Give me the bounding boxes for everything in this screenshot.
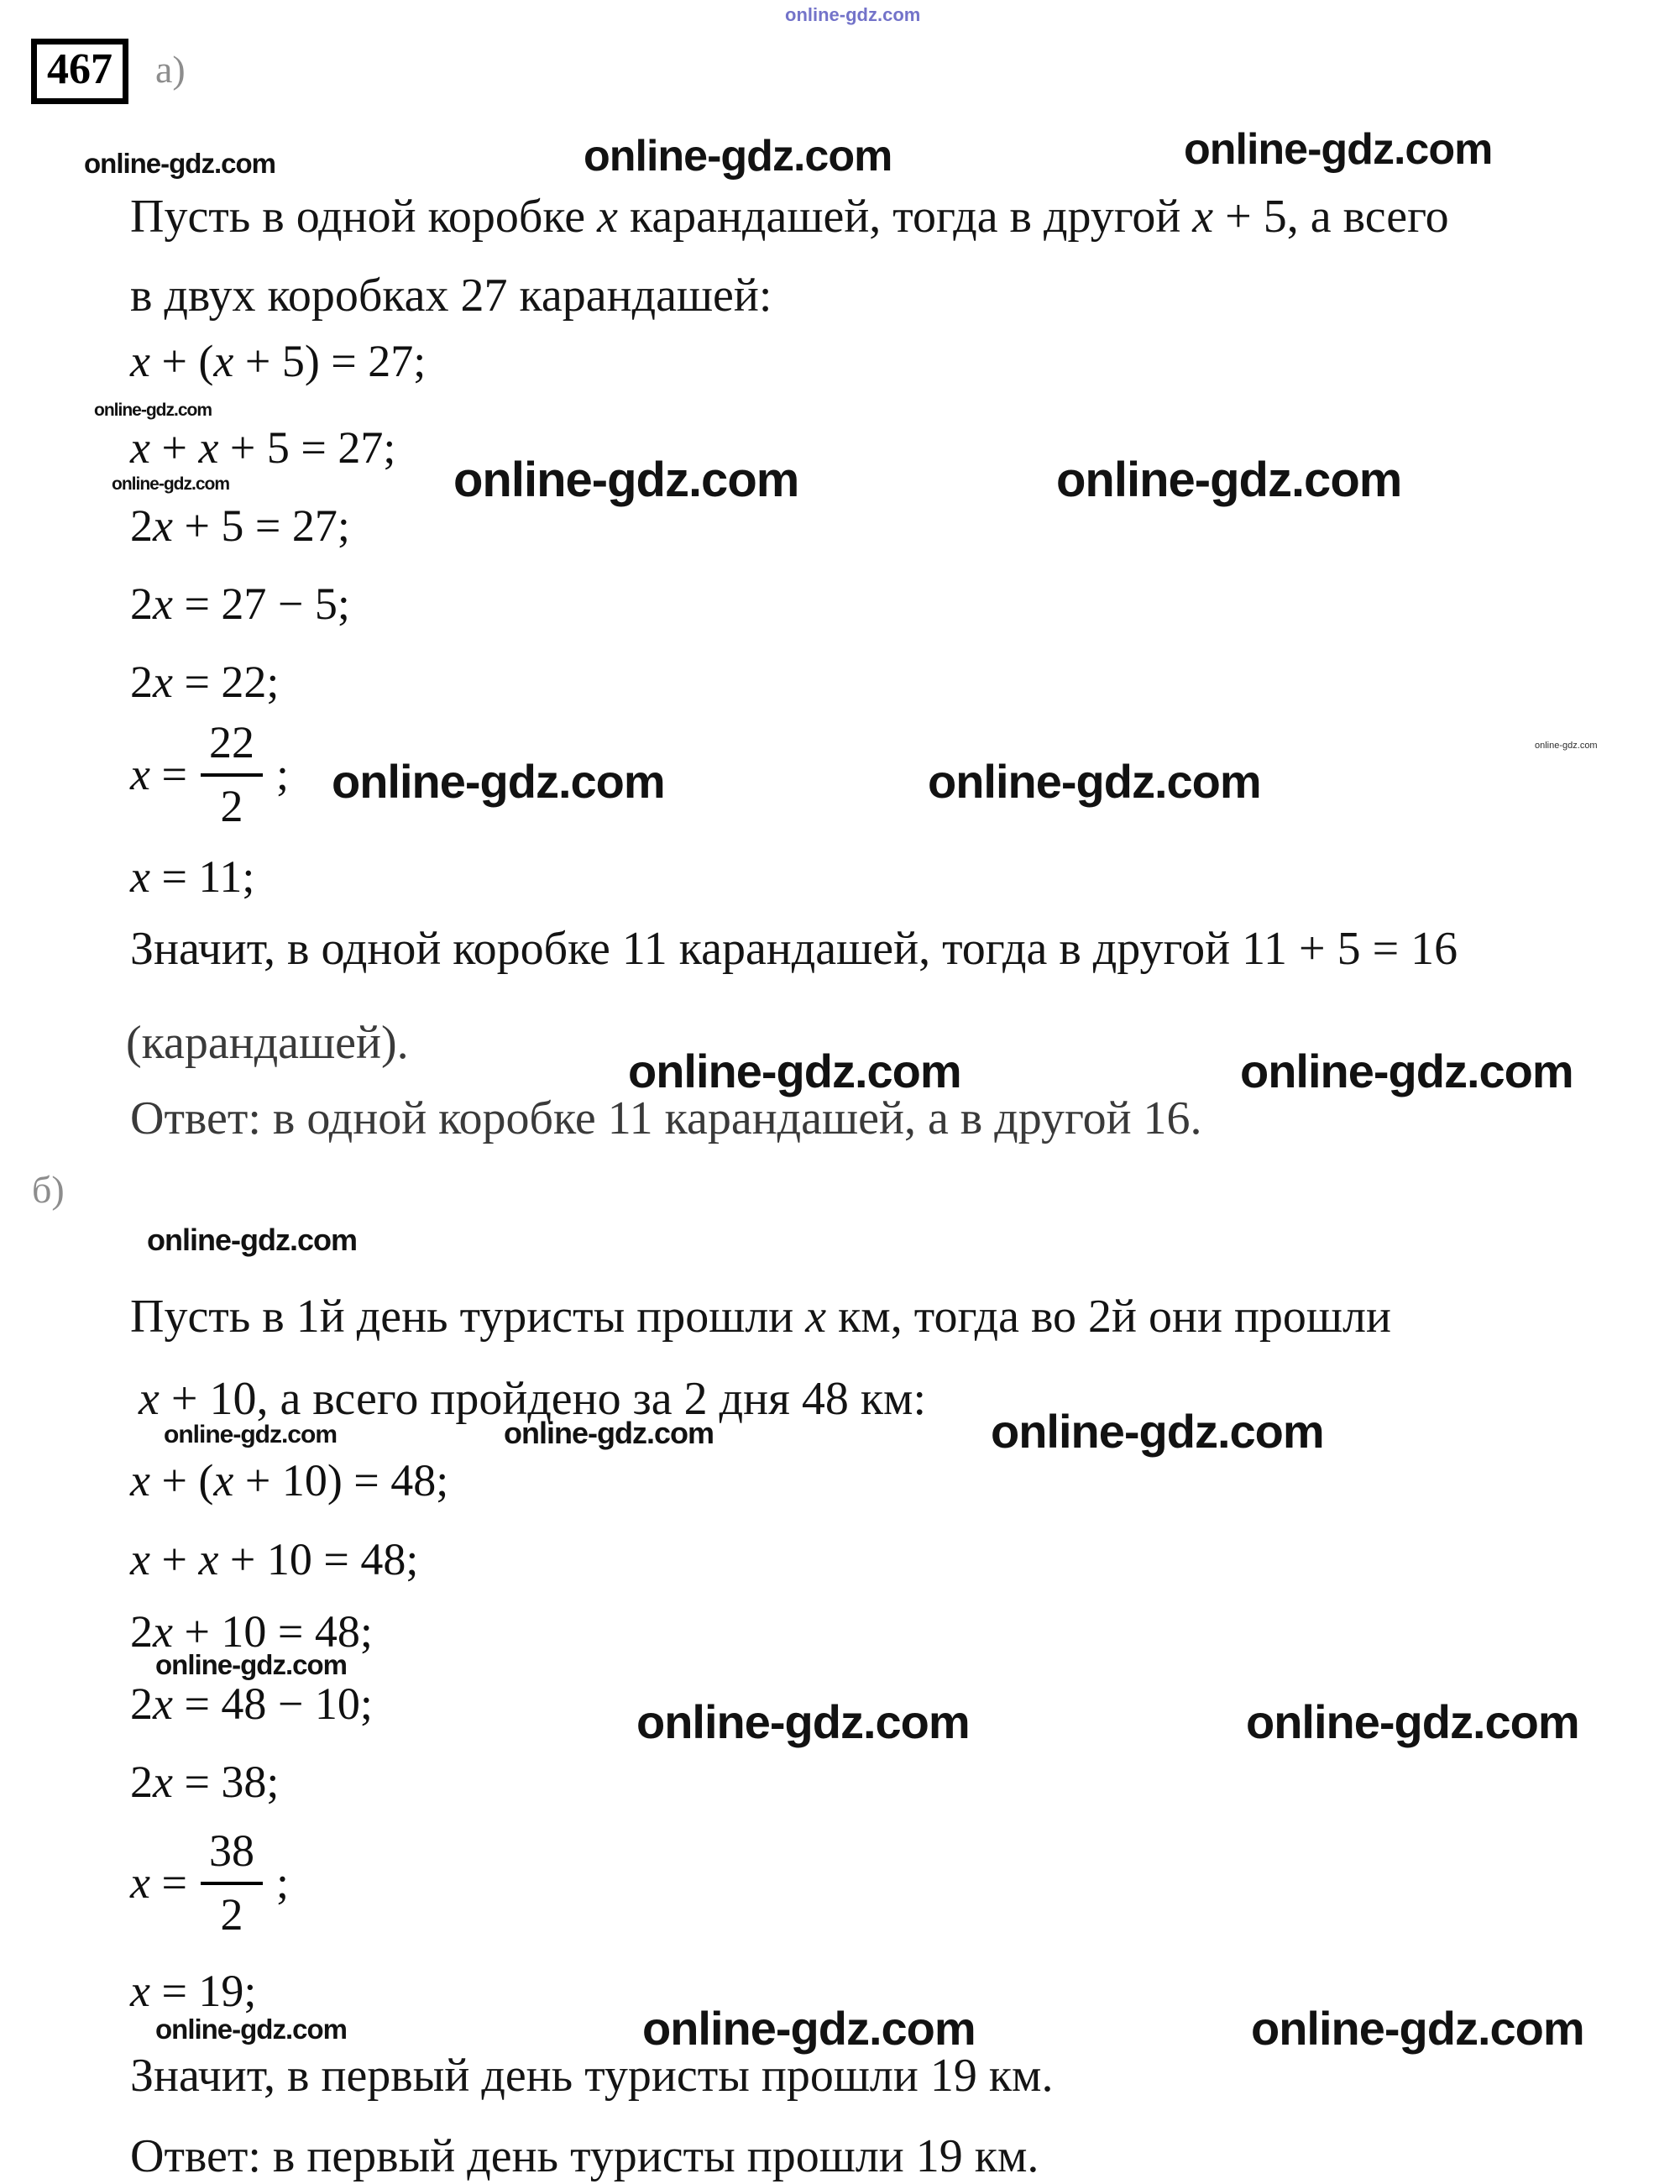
part-a-label: а) bbox=[155, 48, 186, 91]
part-b-equation-6: x = 19; bbox=[130, 1966, 257, 2016]
part-a-equation-fraction bbox=[130, 716, 289, 832]
problem-number: 467 bbox=[31, 39, 128, 104]
watermark: online-gdz.com bbox=[584, 132, 892, 181]
watermark: online-gdz.com bbox=[332, 755, 665, 808]
watermark: online-gdz.com bbox=[1240, 1045, 1573, 1097]
fraction-suffix: ; bbox=[275, 1857, 289, 1908]
part-a-intro-line2: в двух коробках 27 карандашей: bbox=[130, 270, 772, 322]
watermark: online-gdz.com bbox=[628, 1045, 961, 1097]
fraction-numerator: 38 bbox=[201, 1825, 263, 1885]
watermark: online-gdz.com bbox=[504, 1416, 714, 1450]
watermark: online-gdz.com bbox=[785, 4, 921, 25]
watermark: online-gdz.com bbox=[642, 2002, 976, 2055]
watermark: online-gdz.com bbox=[1056, 453, 1402, 507]
fraction-suffix: ; bbox=[275, 749, 289, 799]
watermark: online-gdz.com bbox=[1535, 741, 1598, 751]
fraction-lhs: x = bbox=[130, 749, 187, 799]
part-b-equation-1: x + (x + 10) = 48; bbox=[130, 1455, 449, 1506]
watermark: online-gdz.com bbox=[928, 755, 1261, 808]
fraction-lhs: x = bbox=[130, 1857, 187, 1908]
part-a-conclusion-line1: Значит, в одной коробке 11 карандашей, тогда в другой 11 + 5 = 16 bbox=[130, 923, 1458, 975]
fraction-numerator: 22 bbox=[201, 716, 263, 777]
part-b-intro-line1: Пусть в 1й день туристы прошли x км, тогда во 2й они прошли bbox=[130, 1291, 1391, 1343]
part-a-equation-6: x = 11; bbox=[130, 851, 255, 902]
part-a-equation-5: 2x = 22; bbox=[130, 657, 280, 707]
part-a-equation-1: x + (x + 5) = 27; bbox=[130, 336, 427, 386]
part-a-intro-line1: Пусть в одной коробке x карандашей, тогда в другой x + 5, а всего bbox=[130, 191, 1449, 243]
watermark: online-gdz.com bbox=[94, 401, 212, 420]
fraction-denominator: 2 bbox=[220, 781, 243, 831]
watermark: online-gdz.com bbox=[155, 2014, 347, 2045]
watermark: online-gdz.com bbox=[84, 148, 275, 179]
watermark: online-gdz.com bbox=[164, 1421, 337, 1448]
watermark: online-gdz.com bbox=[1251, 2002, 1584, 2055]
part-b-equation-3: 2x + 10 = 48; bbox=[130, 1606, 373, 1657]
part-b-equation-fraction bbox=[130, 1825, 289, 1940]
watermark: online-gdz.com bbox=[991, 1405, 1324, 1458]
part-b-answer: Ответ: в первый день туристы прошли 19 км. bbox=[130, 2130, 1039, 2182]
part-a-equation-3: 2x + 5 = 27; bbox=[130, 500, 350, 551]
part-b-equation-2: x + x + 10 = 48; bbox=[130, 1534, 419, 1584]
watermark: online-gdz.com bbox=[1246, 1695, 1579, 1748]
watermark: online-gdz.com bbox=[636, 1695, 970, 1748]
part-b-label: б) bbox=[32, 1168, 65, 1211]
watermark: online-gdz.com bbox=[147, 1223, 357, 1257]
fraction-stack bbox=[201, 1825, 263, 1940]
part-b-equation-5: 2x = 38; bbox=[130, 1757, 280, 1807]
part-a-conclusion-line2: (карандашей). bbox=[126, 1017, 409, 1069]
fraction-denominator: 2 bbox=[220, 1889, 243, 1940]
part-b-intro-line2: x + 10, а всего пройдено за 2 дня 48 км: bbox=[139, 1373, 927, 1425]
watermark: online-gdz.com bbox=[155, 1649, 347, 1680]
part-a-equation-4: 2x = 27 − 5; bbox=[130, 579, 350, 629]
fraction-stack bbox=[201, 716, 263, 832]
watermark: online-gdz.com bbox=[1184, 125, 1493, 174]
watermark: online-gdz.com bbox=[112, 474, 229, 494]
part-b-equation-4: 2x = 48 − 10; bbox=[130, 1679, 373, 1729]
part-b-conclusion: Значит, в первый день туристы прошли 19 км. bbox=[130, 2050, 1054, 2102]
part-a-equation-2: x + x + 5 = 27; bbox=[130, 422, 396, 473]
watermark: online-gdz.com bbox=[453, 453, 799, 507]
part-a-answer: Ответ: в одной коробке 11 карандашей, а в другой 16. bbox=[130, 1092, 1202, 1144]
